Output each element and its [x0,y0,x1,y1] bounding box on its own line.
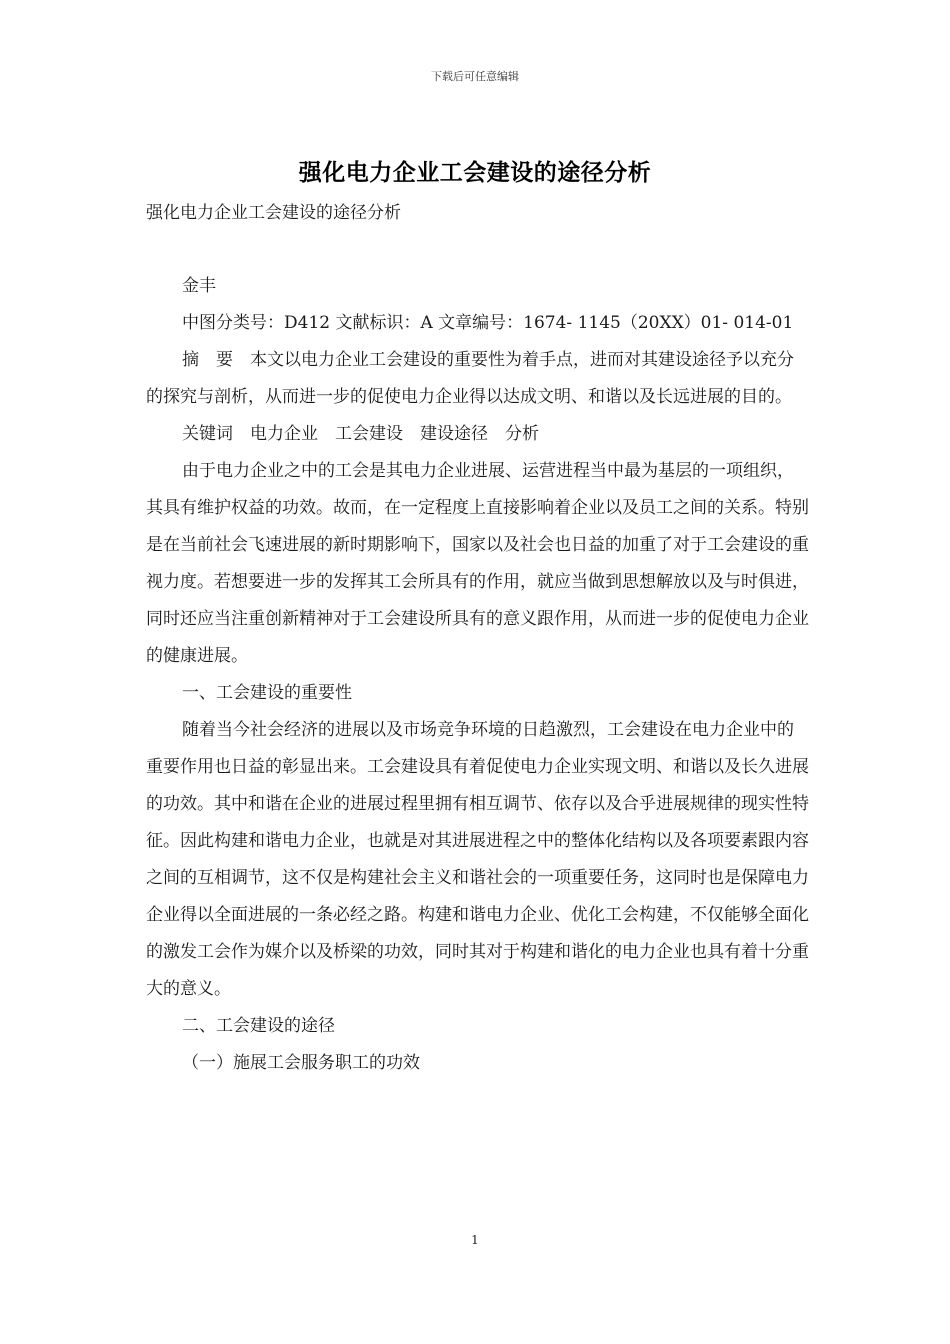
section-heading-approach: 二、工会建设的途径 [182,1016,335,1036]
author-line: 金丰 [182,276,216,296]
section-body-importance: 随着当今社会经济的进展以及市场竞争环境的日趋激烈，工会建设在电力企业中的重要作用也日益的彰显出来。工会建设具有着促使电力企业实现文明、和谐以及长久进展的功效。其中和谐在企业的进展过程里拥有相互调节、依存以及合乎进展规律的现实性特征。因此构建和谐电力企业，也就是对其进展进程之中的整体化结构以及各项要素跟内容之间的互相调节，这不仅是构建社会主义和谐社会的一项重要任务，这同时也是保障电力企业得以全面进展的一条必经之路。构建和谐电力企业、优化工会构建，不仅能够全面化的激发工会作为媒介以及桥梁的功效，同时其对于构建和谐化的电力企业也具有着十分重大的意义。 [146,720,809,999]
subsection-heading-service: （一）施展工会服务职工的功效 [182,1053,420,1073]
document-body [146,195,810,1082]
page-number: 1 [471,1233,479,1247]
document-title: 强化电力企业工会建设的途径分析 [298,159,652,186]
abstract-paragraph: 摘 要 本文以电力企业工会建设的重要性为着手点，进而对其建设途径予以充分的探究与剖析，从而进一步的促使电力企业得以达成文明、和谐以及长远进展的目的。 [146,350,794,407]
intro-paragraph: 由于电力企业之中的工会是其电力企业进展、运营进程当中最为基层的一项组织，其具有维护权益的功效。故而，在一定程度上直接影响着企业以及员工之间的关系。特别是在当前社会飞速进展的新时期影响下，国家以及社会也日益的加重了对于工会建设的重视力度。若想要进一步的发挥其工会所具有的作用，就应当做到思想解放以及与时俱进，同时还应当注重创新精神对于工会建设所具有的意义跟作用，从而进一步的促使电力企业的健康进展。 [146,461,809,666]
page-header-note: 下载后可任意编辑 [431,70,519,83]
classification-line: 中图分类号：D412 文献标识：A 文章编号：1674- 1145（20XX）01- 014-01 [182,313,794,333]
section-heading-importance: 一、工会建设的重要性 [182,683,352,703]
document-subtitle: 强化电力企业工会建设的途径分析 [146,203,401,223]
keywords-line: 关键词 电力企业 工会建设 建设途径 分析 [182,424,539,444]
